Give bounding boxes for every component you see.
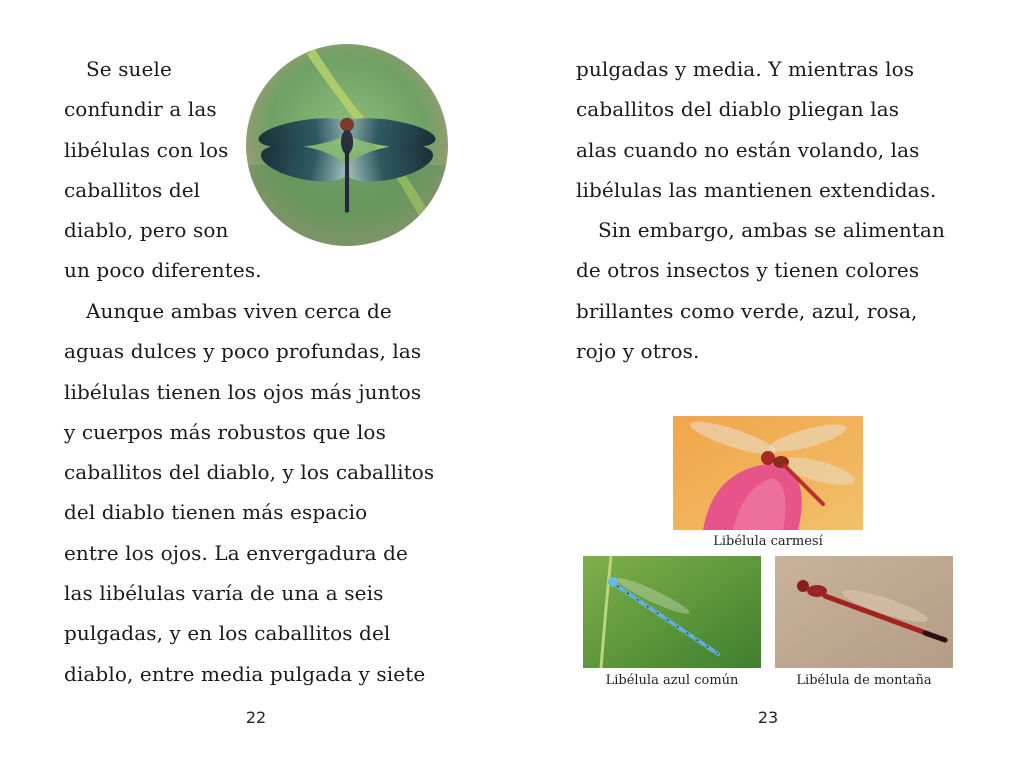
text-line: y cuerpos más robustos que los (64, 419, 386, 444)
text-line: diablo, entre media pulgada y siete (64, 661, 426, 686)
text-line: aguas dulces y poco profundas, las (64, 339, 422, 364)
caption-crimson: Libélula carmesí (713, 534, 823, 549)
text-line: de otros insectos y tienen colores (576, 258, 920, 283)
page-number: 22 (245, 708, 267, 727)
right-page (512, 0, 1024, 768)
caption-blue: Libélula azul común (605, 673, 739, 688)
text-line: brillantes como verde, azul, rosa, (576, 298, 918, 323)
text-line: libélulas las mantienen extendidas. (576, 177, 937, 202)
text-line: un poco diferentes. (64, 258, 262, 283)
page-number: 23 (757, 708, 779, 727)
text-line: caballitos del diablo, y los caballitos (64, 460, 435, 485)
text-line: libélulas con los (64, 137, 229, 162)
text-line: libélulas tienen los ojos más juntos (64, 379, 422, 404)
text-line: pulgadas y media. Y mientras los (576, 57, 915, 81)
right-paragraph (576, 49, 1016, 371)
text-line: rojo y otros. (576, 339, 700, 364)
text-line: Sin embargo, ambas se alimentan (598, 218, 946, 243)
caption-mountain: Libélula de montaña (796, 673, 932, 688)
text-line: caballitos del diablo pliegan las (576, 97, 900, 122)
text-line: pulgadas, y en los caballitos del (64, 621, 391, 646)
text-line: entre los ojos. La envergadura de (64, 540, 408, 565)
text-line: caballitos del (64, 177, 201, 202)
dragonfly-hero-photo (246, 44, 448, 246)
text-line: diablo, pero son (64, 218, 229, 243)
text-line: las libélulas varía de una a seis (64, 581, 384, 606)
crimson-dragonfly-photo (673, 416, 863, 530)
text-line: Se suele (86, 57, 172, 81)
text-line: confundir a las (64, 97, 217, 122)
blue-damselfly-photo (583, 556, 761, 668)
text-line: alas cuando no están volando, las (576, 137, 920, 162)
mountain-dragonfly-photo (775, 556, 953, 668)
text-line: Aunque ambas viven cerca de (86, 299, 392, 323)
main-paragraph (64, 291, 504, 694)
text-line: del diablo tienen más espacio (64, 500, 368, 525)
